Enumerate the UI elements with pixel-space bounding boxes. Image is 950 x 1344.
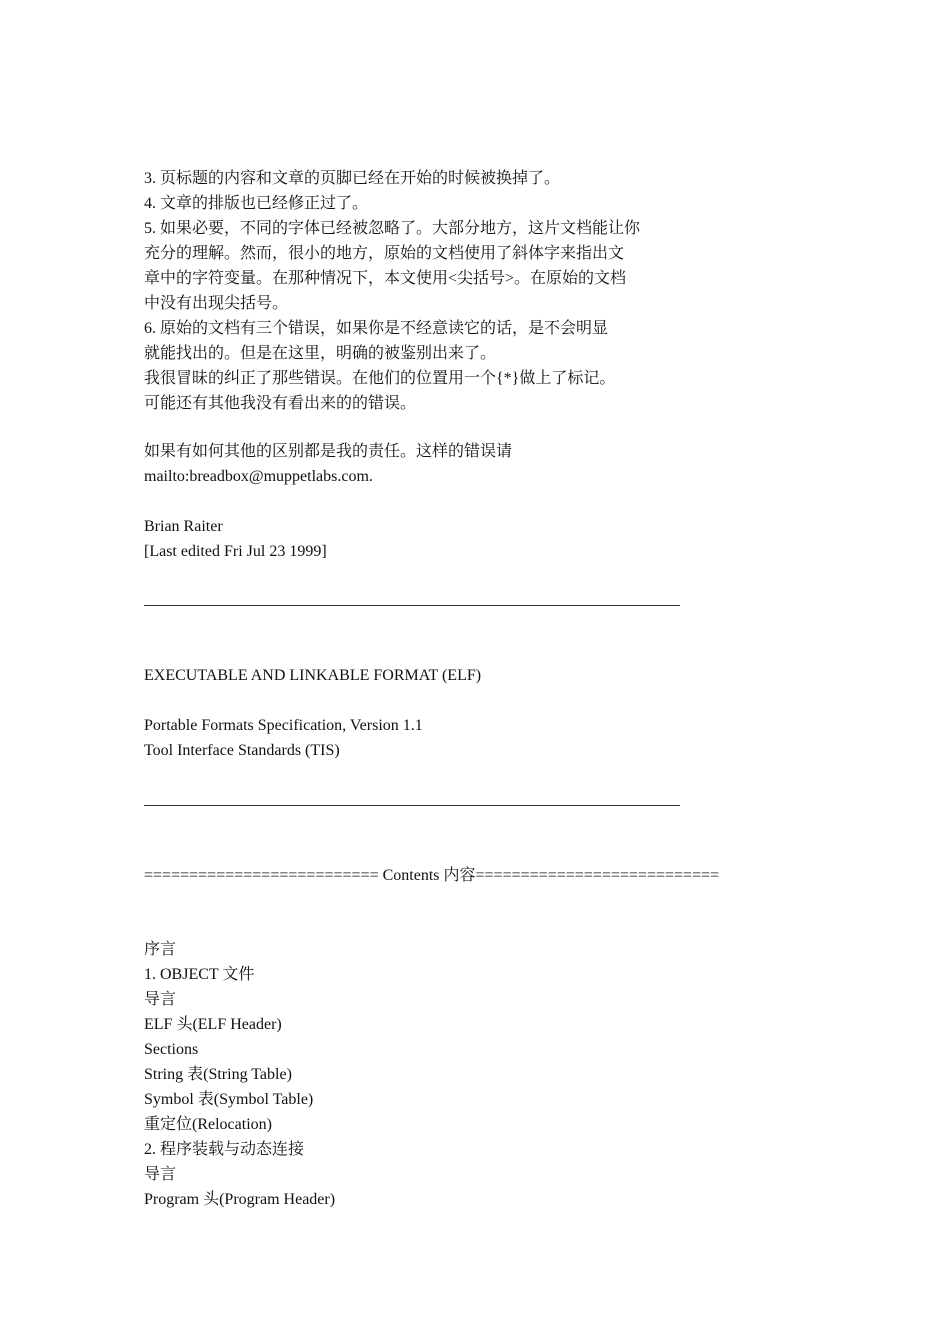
horizontal-rule [144, 805, 680, 806]
last-edited: [Last edited Fri Jul 23 1999] [144, 543, 327, 560]
horizontal-rule [144, 605, 680, 606]
responsibility-note [144, 439, 512, 489]
translator-notes [144, 166, 640, 416]
document-title-text: EXECUTABLE AND LINKABLE FORMAT (ELF) [144, 667, 482, 684]
signature [144, 514, 327, 564]
author-name: Brian Raiter [144, 518, 223, 535]
note-line: 中没有出现尖括号。 [144, 295, 289, 312]
spec-line: Tool Interface Standards (TIS) [144, 742, 340, 759]
toc-item: ELF 头(ELF Header) [144, 1016, 282, 1033]
note-line: 我很冒昧的纠正了那些错误。在他们的位置用一个{*}做上了标记。 [144, 370, 616, 387]
note-line: 3. 页标题的内容和文章的页脚已经在开始的时候被换掉了。 [144, 170, 561, 187]
note-line: 4. 文章的排版也已经修正过了。 [144, 195, 369, 212]
note-line: 就能找出的。但是在这里，明确的被鉴别出来了。 [144, 345, 497, 362]
toc-item: 1. OBJECT 文件 [144, 966, 255, 983]
spec-info [144, 713, 423, 763]
note-line: 可能还有其他我没有看出来的的错误。 [144, 395, 417, 412]
note-line: 6. 原始的文档有三个错误，如果你是不经意读它的话，是不会明显 [144, 320, 609, 337]
note-line: 充分的理解。然而，很小的地方，原始的文档使用了斜体字来指出文 [144, 245, 625, 262]
contents-heading [144, 863, 719, 888]
toc-item: Program 头(Program Header) [144, 1191, 336, 1208]
toc-item: Sections [144, 1041, 199, 1058]
note-line: 5. 如果必要，不同的字体已经被忽略了。大部分地方，这片文档能让你 [144, 220, 641, 237]
responsibility-line: 如果有如何其他的区别都是我的责任。这样的错误请 [144, 443, 513, 460]
toc-item: 2. 程序装载与动态连接 [144, 1141, 305, 1158]
toc-item: Symbol 表(Symbol Table) [144, 1091, 314, 1108]
document-title [144, 663, 481, 688]
contact-email: mailto:breadbox@muppetlabs.com. [144, 468, 373, 485]
toc-item: 重定位(Relocation) [144, 1116, 272, 1133]
note-line: 章中的字符变量。在那种情况下，本文使用<尖括号>。在原始的文档 [144, 270, 627, 287]
contents-heading-text: ========================== Contents 内容=========================== [144, 867, 720, 884]
spec-line: Portable Formats Specification, Version 1.1 [144, 717, 423, 734]
toc-item: 导言 [144, 991, 177, 1008]
toc-item: 导言 [144, 1166, 177, 1183]
toc-item: String 表(String Table) [144, 1066, 292, 1083]
toc-item: 序言 [144, 941, 177, 958]
table-of-contents [144, 937, 335, 1212]
